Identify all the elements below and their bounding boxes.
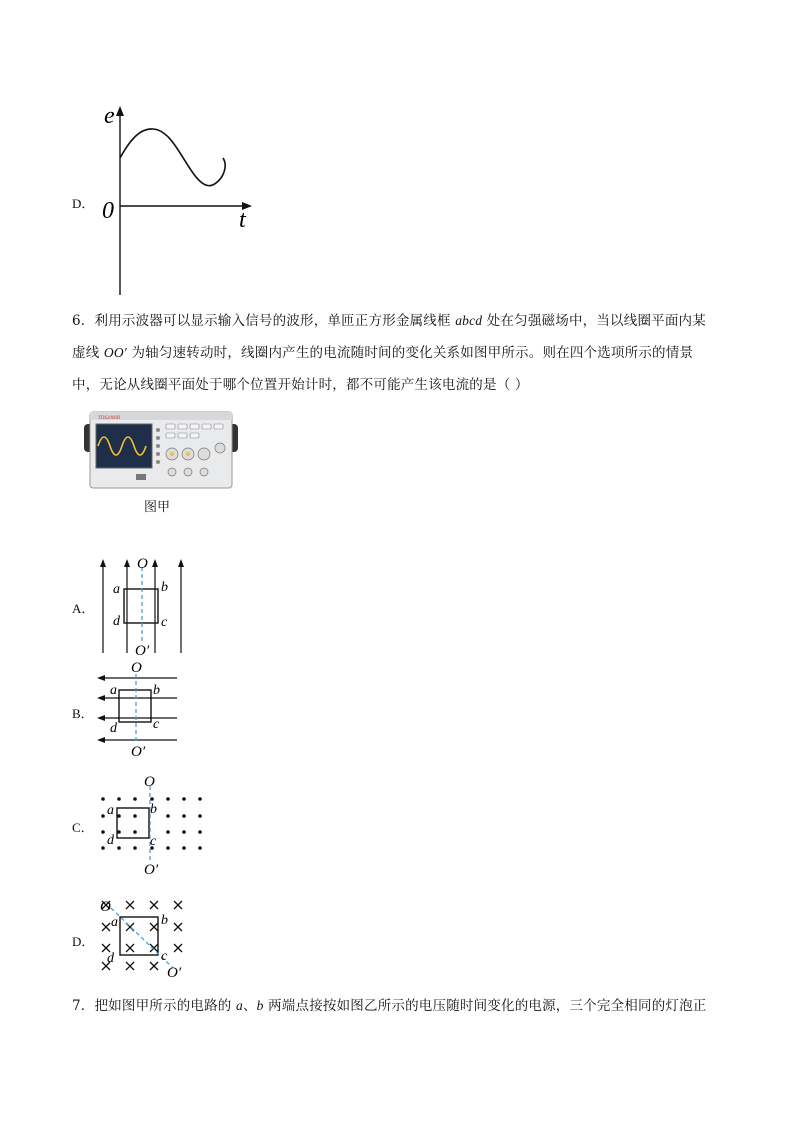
option-d-diagram xyxy=(95,892,195,982)
origin-label: 0 xyxy=(102,198,114,224)
q6-line-3: 中，无论从线圈平面处于哪个位置开始计时，都不可能产生该电流的是（ ） xyxy=(72,377,529,393)
option-c-label: C． xyxy=(72,820,94,835)
svg-text:b: b xyxy=(153,683,160,698)
field-crosses-in xyxy=(102,901,182,970)
e-t-graph xyxy=(95,100,265,300)
option-b-diagram xyxy=(95,660,185,758)
svg-text:O′: O′ xyxy=(144,862,159,878)
figure-caption: 图甲 xyxy=(144,500,171,515)
q6-line-1: 6．利用示波器可以显示输入信号的波形，单匝正方形金属线框 abcd 处在匀强磁场中，当以线圈平面内某 xyxy=(72,313,706,329)
svg-text:d: d xyxy=(107,833,114,848)
svg-text:b: b xyxy=(150,802,157,817)
svg-text:O′: O′ xyxy=(167,965,182,981)
svg-text:c: c xyxy=(150,834,157,849)
svg-text:b: b xyxy=(161,580,168,595)
svg-text:c: c xyxy=(161,615,168,630)
y-axis-arrow xyxy=(116,106,124,116)
svg-text:O′: O′ xyxy=(131,744,146,758)
svg-text:c: c xyxy=(153,717,160,732)
svg-text:O: O xyxy=(137,556,148,572)
svg-text:TDS2000B: TDS2000B xyxy=(98,416,120,421)
svg-text:a: a xyxy=(113,582,120,597)
coil-frame xyxy=(117,808,149,838)
svg-text:O′: O′ xyxy=(135,643,150,658)
svg-text:O: O xyxy=(100,899,111,915)
svg-text:a: a xyxy=(107,803,114,818)
coil-frame xyxy=(124,589,158,623)
option-a-label: A． xyxy=(72,601,95,616)
y-axis-label: e xyxy=(104,103,115,129)
x-axis-label: t xyxy=(239,207,246,233)
option-a-diagram xyxy=(95,553,195,658)
svg-text:c: c xyxy=(161,949,168,964)
svg-text:a: a xyxy=(110,683,117,698)
option-label-d-top: D． xyxy=(72,196,95,211)
question-7: 7．把如图甲所示的电路的 a、b 两端点接按如图乙所示的电压随时间变化的电源，三个完全相同的灯泡正 xyxy=(72,998,707,1014)
scope-screen xyxy=(96,424,152,468)
waveform-curve xyxy=(120,129,225,186)
question-6 xyxy=(72,305,732,401)
q6-line-2: 虚线 OO′ 为轴匀速转动时，线圈内产生的电流随时间的变化关系如图甲所示。则在四个选项所示的情景 xyxy=(72,345,694,361)
svg-text:b: b xyxy=(161,913,168,928)
option-c-diagram xyxy=(95,770,210,878)
svg-text:d: d xyxy=(107,951,114,966)
coil-frame xyxy=(119,690,151,722)
svg-text:a: a xyxy=(111,915,118,930)
option-b-label: B． xyxy=(72,706,94,721)
option-d-label: D． xyxy=(72,934,95,949)
svg-text:O: O xyxy=(131,660,142,676)
svg-text:O: O xyxy=(144,774,155,790)
oscilloscope-image xyxy=(80,410,240,492)
svg-text:d: d xyxy=(110,721,117,736)
svg-text:d: d xyxy=(113,614,120,629)
